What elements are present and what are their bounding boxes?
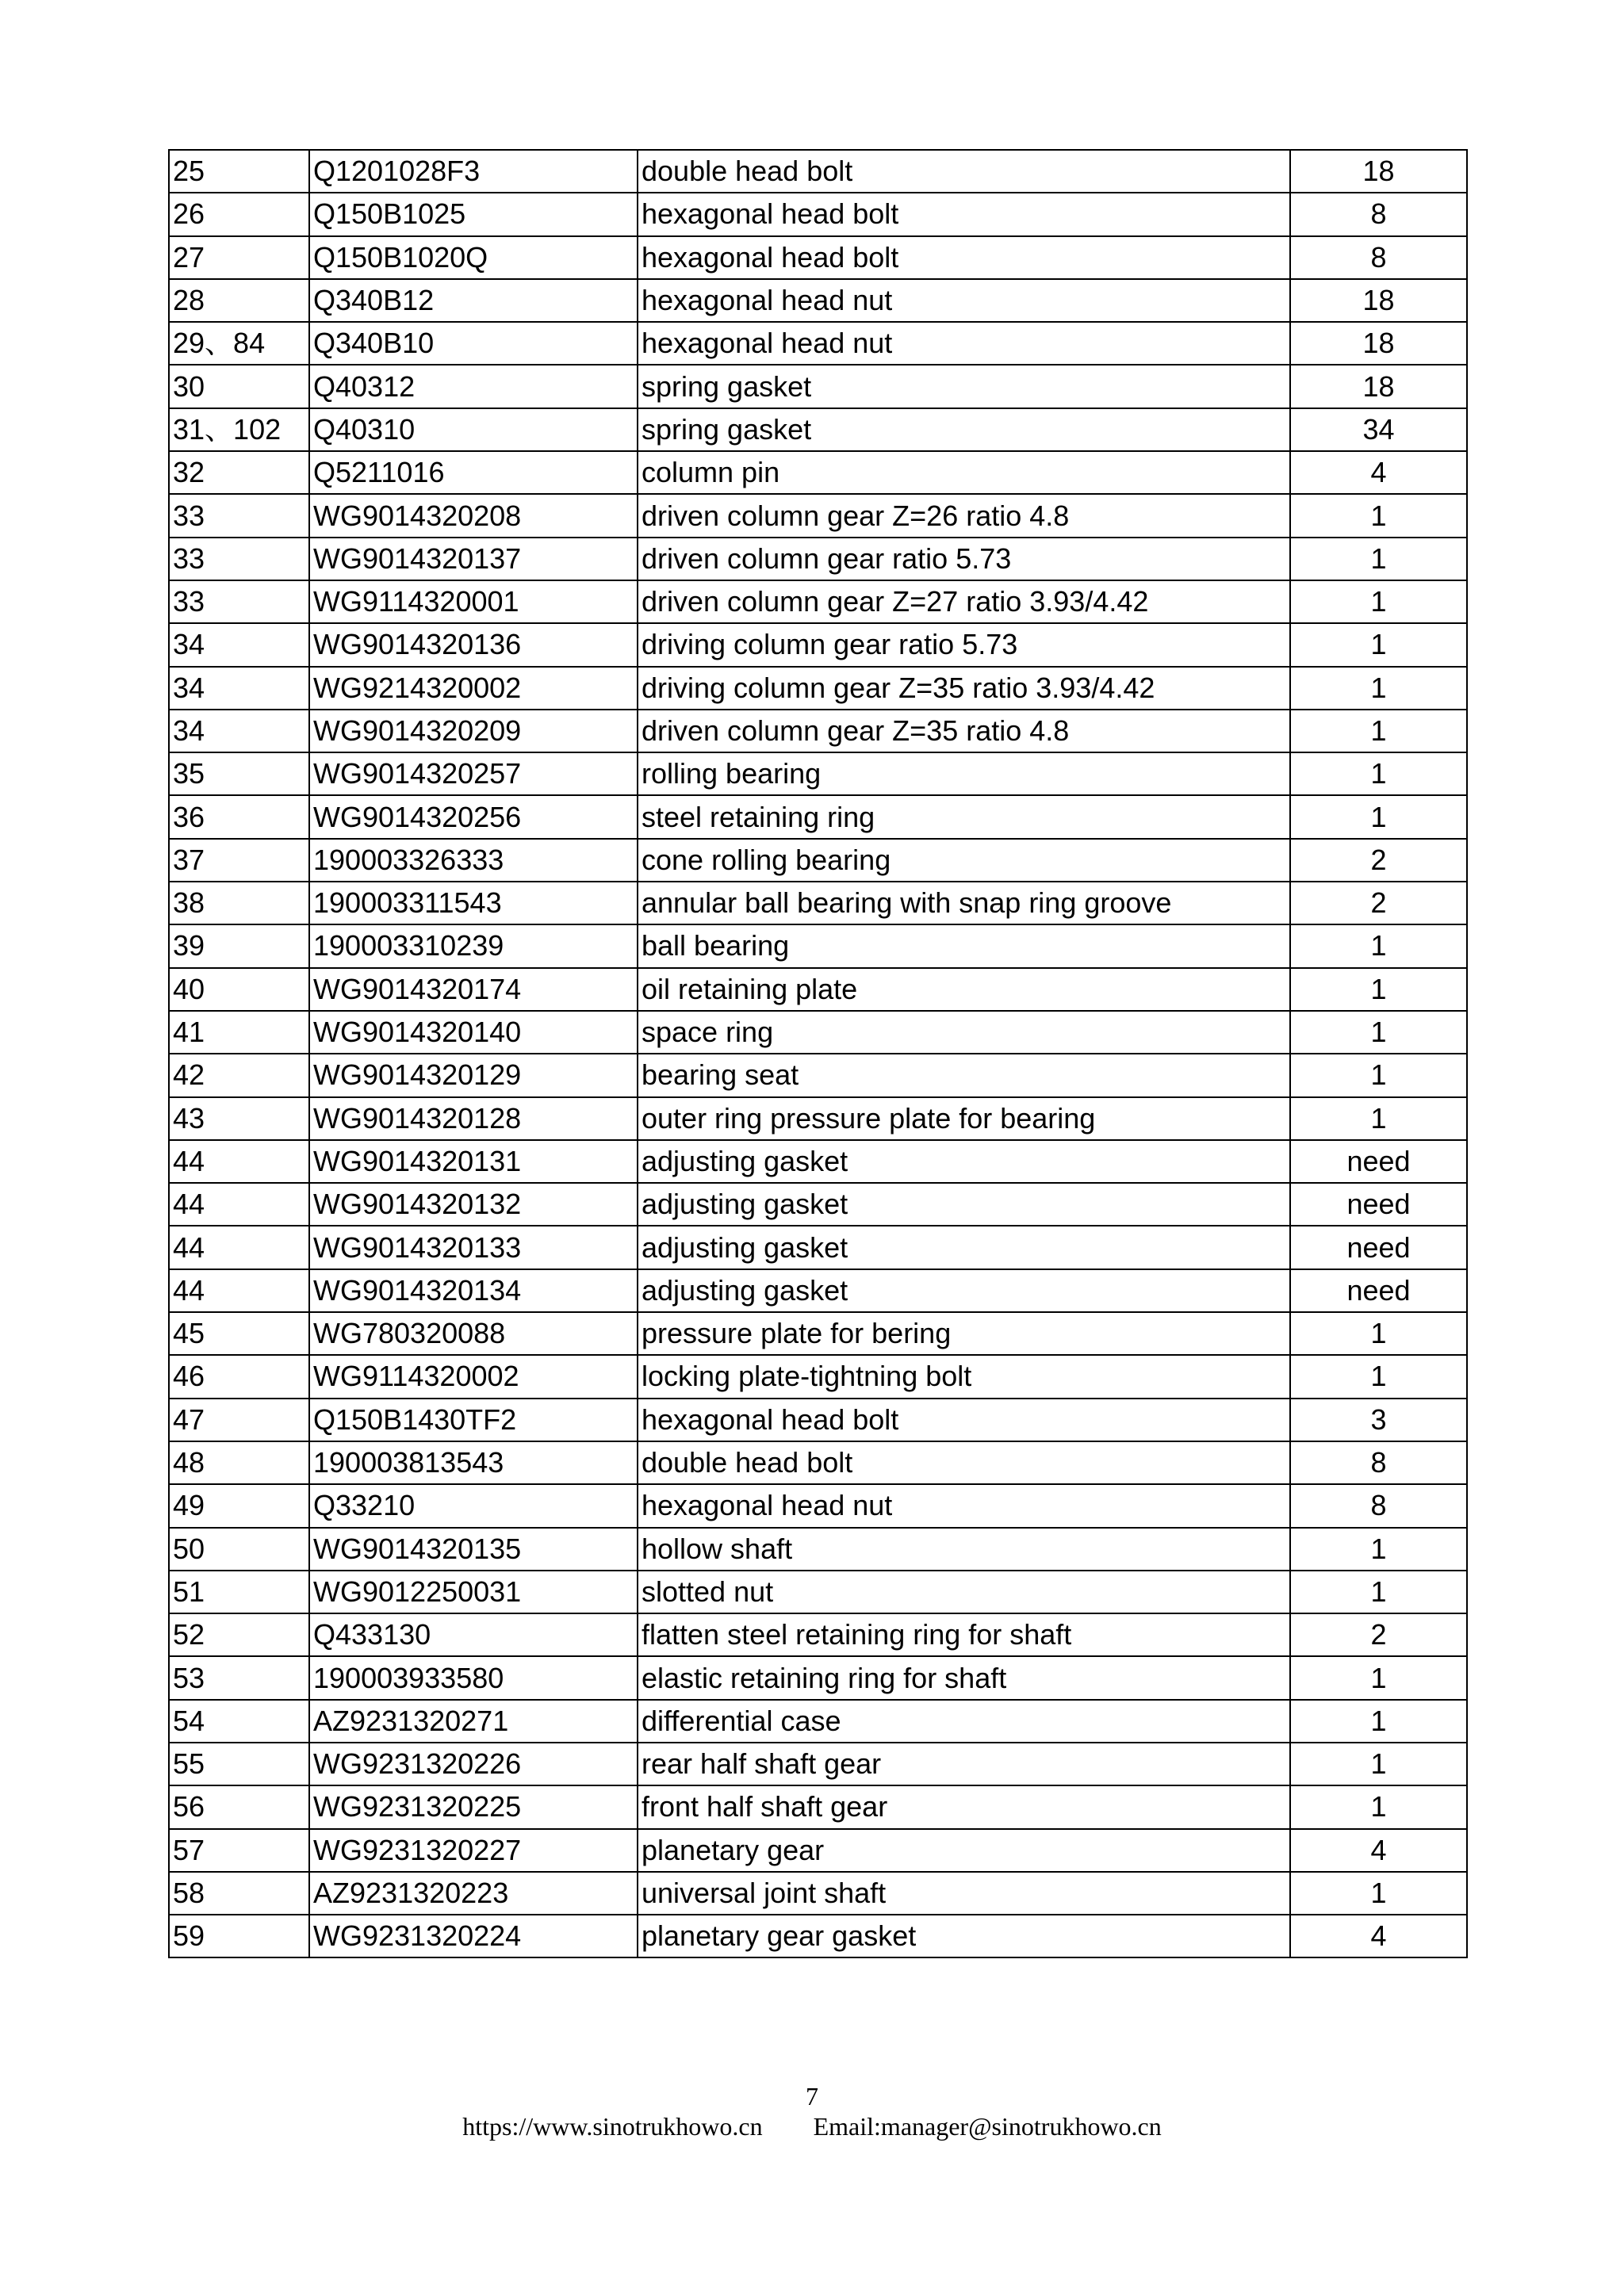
table-row (169, 193, 1467, 235)
table-row (169, 1054, 1467, 1096)
part-number-cell: WG9231320225 (309, 1785, 638, 1828)
part-name-cell: annular ball bearing with snap ring groove (638, 882, 1290, 924)
part-number-cell: WG9231320227 (309, 1829, 638, 1872)
quantity-cell: 18 (1290, 322, 1467, 365)
part-name-cell: steel retaining ring (638, 795, 1290, 838)
table-row (169, 1613, 1467, 1656)
page-number: 7 (806, 2082, 818, 2110)
part-name-cell: differential case (638, 1700, 1290, 1743)
row-number-cell: 58 (169, 1872, 309, 1915)
row-number-cell: 35 (169, 752, 309, 795)
part-name-cell: cone rolling bearing (638, 839, 1290, 882)
parts-table (168, 149, 1468, 1958)
row-number-cell: 59 (169, 1915, 309, 1957)
part-name-cell: hollow shaft (638, 1528, 1290, 1571)
table-row (169, 1785, 1467, 1828)
row-number-cell: 32 (169, 451, 309, 494)
quantity-cell: 4 (1290, 1829, 1467, 1872)
part-name-cell: double head bolt (638, 150, 1290, 193)
table-row (169, 1011, 1467, 1054)
table-row (169, 1528, 1467, 1571)
row-number-cell: 51 (169, 1571, 309, 1613)
table-row (169, 1915, 1467, 1957)
row-number-cell: 27 (169, 236, 309, 279)
part-number-cell: AZ9231320271 (309, 1700, 638, 1743)
table-row (169, 839, 1467, 882)
quantity-cell: 4 (1290, 1915, 1467, 1957)
part-name-cell: column pin (638, 451, 1290, 494)
row-number-cell: 46 (169, 1355, 309, 1398)
table-row (169, 1700, 1467, 1743)
email-link[interactable]: Email:manager@sinotrukhowo.cn (813, 2112, 1162, 2141)
row-number-cell: 49 (169, 1484, 309, 1527)
part-name-cell: hexagonal head bolt (638, 193, 1290, 235)
part-number-cell: WG9014320134 (309, 1269, 638, 1312)
part-name-cell: slotted nut (638, 1571, 1290, 1613)
quantity-cell: 2 (1290, 839, 1467, 882)
quantity-cell: 1 (1290, 752, 1467, 795)
row-number-cell: 54 (169, 1700, 309, 1743)
part-number-cell: 190003326333 (309, 839, 638, 882)
table-row (169, 1312, 1467, 1355)
quantity-cell: 34 (1290, 408, 1467, 451)
row-number-cell: 38 (169, 882, 309, 924)
part-number-cell: Q5211016 (309, 451, 638, 494)
table-row (169, 236, 1467, 279)
footer-contact (0, 2112, 1624, 2141)
part-name-cell: driven column gear Z=26 ratio 4.8 (638, 494, 1290, 537)
table-row (169, 279, 1467, 322)
table-row (169, 322, 1467, 365)
row-number-cell: 47 (169, 1399, 309, 1441)
table-row (169, 538, 1467, 580)
table-row (169, 710, 1467, 752)
quantity-cell: 8 (1290, 193, 1467, 235)
part-number-cell: Q150B1430TF2 (309, 1399, 638, 1441)
quantity-cell: 1 (1290, 924, 1467, 967)
quantity-cell: 1 (1290, 1011, 1467, 1054)
quantity-cell: 1 (1290, 667, 1467, 710)
row-number-cell: 44 (169, 1140, 309, 1183)
row-number-cell: 28 (169, 279, 309, 322)
table-row (169, 1829, 1467, 1872)
quantity-cell: 8 (1290, 1484, 1467, 1527)
row-number-cell: 50 (169, 1528, 309, 1571)
table-row (169, 1872, 1467, 1915)
part-number-cell: Q40310 (309, 408, 638, 451)
table-row (169, 623, 1467, 666)
row-number-cell: 44 (169, 1183, 309, 1226)
quantity-cell: 1 (1290, 1743, 1467, 1785)
table-row (169, 1097, 1467, 1140)
part-name-cell: driving column gear ratio 5.73 (638, 623, 1290, 666)
part-number-cell: WG9014320129 (309, 1054, 638, 1096)
table-row (169, 1226, 1467, 1269)
table-row (169, 408, 1467, 451)
quantity-cell: 1 (1290, 1872, 1467, 1915)
part-name-cell: rolling bearing (638, 752, 1290, 795)
quantity-cell: 1 (1290, 710, 1467, 752)
table-row (169, 968, 1467, 1011)
quantity-cell: need (1290, 1140, 1467, 1183)
row-number-cell: 40 (169, 968, 309, 1011)
part-number-cell: WG9014320135 (309, 1528, 638, 1571)
quantity-cell: 1 (1290, 1700, 1467, 1743)
quantity-cell: 1 (1290, 795, 1467, 838)
row-number-cell: 33 (169, 580, 309, 623)
quantity-cell: need (1290, 1183, 1467, 1226)
part-number-cell: WG9014320257 (309, 752, 638, 795)
part-name-cell: hexagonal head nut (638, 322, 1290, 365)
row-number-cell: 42 (169, 1054, 309, 1096)
table-row (169, 580, 1467, 623)
part-name-cell: driven column gear Z=35 ratio 4.8 (638, 710, 1290, 752)
part-number-cell: WG9214320002 (309, 667, 638, 710)
part-number-cell: Q150B1025 (309, 193, 638, 235)
table-row (169, 1140, 1467, 1183)
row-number-cell: 31、102 (169, 408, 309, 451)
quantity-cell: 1 (1290, 1528, 1467, 1571)
row-number-cell: 43 (169, 1097, 309, 1140)
part-name-cell: driving column gear Z=35 ratio 3.93/4.42 (638, 667, 1290, 710)
part-number-cell: WG9014320174 (309, 968, 638, 1011)
quantity-cell: 8 (1290, 1441, 1467, 1484)
row-number-cell: 44 (169, 1269, 309, 1312)
part-number-cell: WG9014320137 (309, 538, 638, 580)
part-name-cell: universal joint shaft (638, 1872, 1290, 1915)
quantity-cell: 1 (1290, 1656, 1467, 1699)
part-name-cell: ball bearing (638, 924, 1290, 967)
part-number-cell: Q340B10 (309, 322, 638, 365)
part-number-cell: WG9014320209 (309, 710, 638, 752)
quantity-cell: 1 (1290, 1355, 1467, 1398)
part-number-cell: WG9231320224 (309, 1915, 638, 1957)
part-number-cell: WG9114320001 (309, 580, 638, 623)
part-name-cell: spring gasket (638, 365, 1290, 408)
row-number-cell: 34 (169, 623, 309, 666)
table-row (169, 1183, 1467, 1226)
part-number-cell: WG9014320208 (309, 494, 638, 537)
quantity-cell: 1 (1290, 1571, 1467, 1613)
part-name-cell: driven column gear Z=27 ratio 3.93/4.42 (638, 580, 1290, 623)
quantity-cell: 2 (1290, 1613, 1467, 1656)
quantity-cell: 1 (1290, 623, 1467, 666)
table-row (169, 924, 1467, 967)
part-number-cell: WG9014320128 (309, 1097, 638, 1140)
part-name-cell: rear half shaft gear (638, 1743, 1290, 1785)
part-name-cell: hexagonal head bolt (638, 1399, 1290, 1441)
row-number-cell: 34 (169, 667, 309, 710)
quantity-cell: 3 (1290, 1399, 1467, 1441)
part-name-cell: planetary gear (638, 1829, 1290, 1872)
table-row (169, 1399, 1467, 1441)
row-number-cell: 45 (169, 1312, 309, 1355)
part-number-cell: 190003311543 (309, 882, 638, 924)
row-number-cell: 29、84 (169, 322, 309, 365)
part-name-cell: adjusting gasket (638, 1269, 1290, 1312)
part-name-cell: bearing seat (638, 1054, 1290, 1096)
row-number-cell: 26 (169, 193, 309, 235)
table-row (169, 150, 1467, 193)
part-number-cell: 190003933580 (309, 1656, 638, 1699)
quantity-cell: 2 (1290, 882, 1467, 924)
part-number-cell: WG9012250031 (309, 1571, 638, 1613)
table-row (169, 667, 1467, 710)
quantity-cell: 1 (1290, 580, 1467, 623)
quantity-cell: 8 (1290, 236, 1467, 279)
part-name-cell: double head bolt (638, 1441, 1290, 1484)
part-name-cell: front half shaft gear (638, 1785, 1290, 1828)
row-number-cell: 25 (169, 150, 309, 193)
table-row (169, 1571, 1467, 1613)
row-number-cell: 55 (169, 1743, 309, 1785)
part-number-cell: Q33210 (309, 1484, 638, 1527)
quantity-cell: 1 (1290, 1312, 1467, 1355)
part-number-cell: WG780320088 (309, 1312, 638, 1355)
row-number-cell: 57 (169, 1829, 309, 1872)
row-number-cell: 34 (169, 710, 309, 752)
part-name-cell: elastic retaining ring for shaft (638, 1656, 1290, 1699)
part-number-cell: Q40312 (309, 365, 638, 408)
table-row (169, 1484, 1467, 1527)
part-number-cell: WG9014320140 (309, 1011, 638, 1054)
quantity-cell: 1 (1290, 968, 1467, 1011)
table-row (169, 1269, 1467, 1312)
quantity-cell: 1 (1290, 1097, 1467, 1140)
table-row (169, 451, 1467, 494)
part-name-cell: adjusting gasket (638, 1226, 1290, 1269)
parts-table-body (169, 150, 1467, 1957)
row-number-cell: 37 (169, 839, 309, 882)
quantity-cell: 4 (1290, 451, 1467, 494)
part-name-cell: hexagonal head nut (638, 1484, 1290, 1527)
table-row (169, 795, 1467, 838)
website-link[interactable]: https://www.sinotrukhowo.cn (462, 2112, 763, 2141)
row-number-cell: 30 (169, 365, 309, 408)
part-name-cell: planetary gear gasket (638, 1915, 1290, 1957)
part-name-cell: hexagonal head nut (638, 279, 1290, 322)
part-name-cell: oil retaining plate (638, 968, 1290, 1011)
table-row (169, 1441, 1467, 1484)
table-row (169, 882, 1467, 924)
quantity-cell: 18 (1290, 279, 1467, 322)
row-number-cell: 53 (169, 1656, 309, 1699)
quantity-cell: need (1290, 1226, 1467, 1269)
part-name-cell: flatten steel retaining ring for shaft (638, 1613, 1290, 1656)
part-name-cell: driven column gear ratio 5.73 (638, 538, 1290, 580)
quantity-cell: need (1290, 1269, 1467, 1312)
row-number-cell: 36 (169, 795, 309, 838)
part-number-cell: WG9114320002 (309, 1355, 638, 1398)
part-number-cell: Q150B1020Q (309, 236, 638, 279)
row-number-cell: 33 (169, 538, 309, 580)
row-number-cell: 56 (169, 1785, 309, 1828)
part-name-cell: spring gasket (638, 408, 1290, 451)
quantity-cell: 1 (1290, 538, 1467, 580)
quantity-cell: 18 (1290, 150, 1467, 193)
row-number-cell: 44 (169, 1226, 309, 1269)
table-row (169, 365, 1467, 408)
part-number-cell: Q340B12 (309, 279, 638, 322)
table-row (169, 1355, 1467, 1398)
row-number-cell: 52 (169, 1613, 309, 1656)
quantity-cell: 18 (1290, 365, 1467, 408)
row-number-cell: 33 (169, 494, 309, 537)
part-number-cell: WG9014320136 (309, 623, 638, 666)
part-name-cell: hexagonal head bolt (638, 236, 1290, 279)
table-row (169, 1656, 1467, 1699)
part-number-cell: WG9231320226 (309, 1743, 638, 1785)
quantity-cell: 1 (1290, 494, 1467, 537)
part-number-cell: WG9014320131 (309, 1140, 638, 1183)
part-number-cell: WG9014320133 (309, 1226, 638, 1269)
part-name-cell: adjusting gasket (638, 1140, 1290, 1183)
part-name-cell: pressure plate for bering (638, 1312, 1290, 1355)
part-name-cell: space ring (638, 1011, 1290, 1054)
row-number-cell: 41 (169, 1011, 309, 1054)
row-number-cell: 39 (169, 924, 309, 967)
part-number-cell: Q433130 (309, 1613, 638, 1656)
part-name-cell: adjusting gasket (638, 1183, 1290, 1226)
table-row (169, 494, 1467, 537)
quantity-cell: 1 (1290, 1054, 1467, 1096)
part-number-cell: 190003310239 (309, 924, 638, 967)
part-number-cell: Q1201028F3 (309, 150, 638, 193)
part-name-cell: outer ring pressure plate for bearing (638, 1097, 1290, 1140)
part-number-cell: AZ9231320223 (309, 1872, 638, 1915)
part-number-cell: WG9014320132 (309, 1183, 638, 1226)
quantity-cell: 1 (1290, 1785, 1467, 1828)
row-number-cell: 48 (169, 1441, 309, 1484)
part-number-cell: 190003813543 (309, 1441, 638, 1484)
part-name-cell: locking plate-tightning bolt (638, 1355, 1290, 1398)
table-row (169, 752, 1467, 795)
table-row (169, 1743, 1467, 1785)
part-number-cell: WG9014320256 (309, 795, 638, 838)
